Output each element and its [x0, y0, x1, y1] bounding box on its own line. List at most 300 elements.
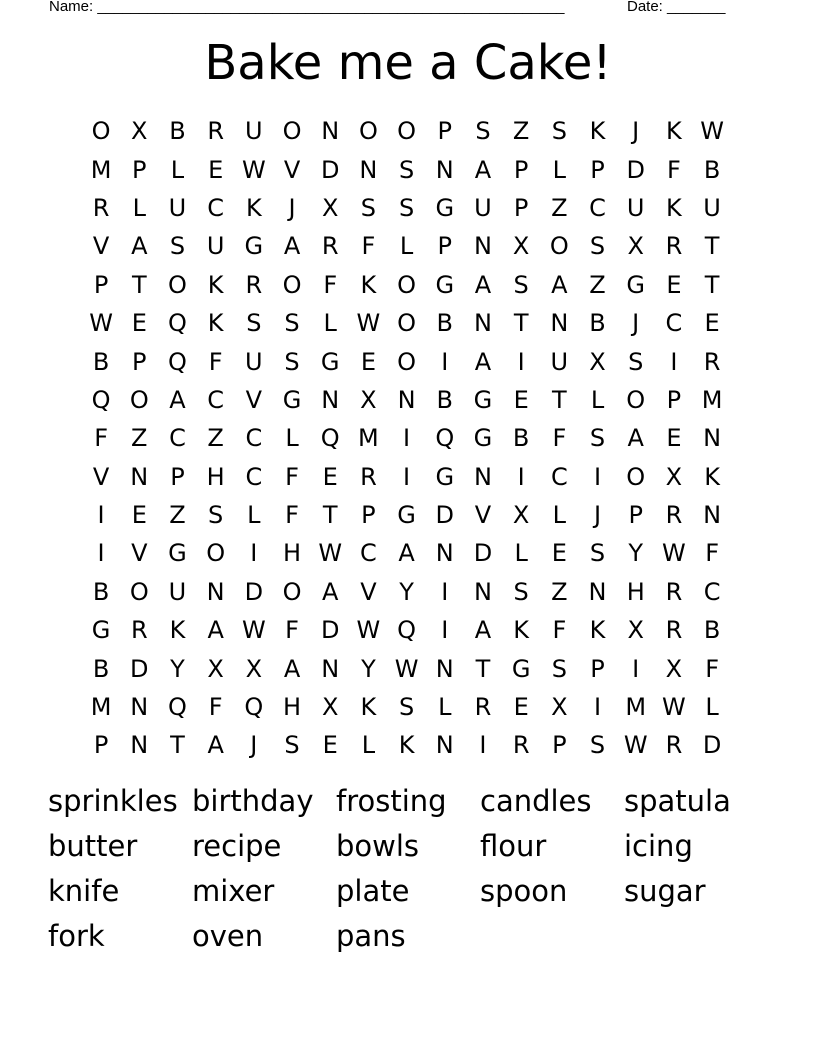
grid-letter: W	[241, 616, 266, 645]
grid-letter: P	[437, 232, 453, 261]
grid-letter: W	[662, 539, 686, 568]
grid-letter: T	[170, 731, 185, 760]
grid-row	[82, 419, 752, 457]
grid-letter: F	[285, 501, 299, 530]
word-bank-item: sprinkles	[48, 784, 178, 818]
grid-letter: K	[169, 616, 186, 645]
grid-letter: S	[628, 347, 644, 376]
grid-letter: B	[92, 347, 110, 376]
grid-letter: Z	[207, 424, 224, 453]
grid-letter: S	[475, 117, 491, 146]
grid-letter: N	[130, 462, 149, 491]
grid-letter: X	[627, 616, 644, 645]
grid-letter: D	[626, 155, 645, 184]
grid-letter: L	[399, 232, 414, 261]
grid-letter: X	[512, 501, 530, 530]
grid-letter: P	[513, 155, 529, 184]
grid-letter: X	[321, 193, 339, 222]
grid-letter: Q	[320, 424, 340, 453]
grid-letter: Z	[589, 270, 606, 299]
grid-letter: P	[590, 155, 605, 184]
grid-letter: O	[206, 539, 226, 568]
grid-letter: R	[703, 347, 721, 376]
grid-letter: W	[623, 731, 648, 760]
word-bank-item: pans	[336, 919, 406, 953]
grid-letter: D	[702, 731, 722, 760]
grid-letter: P	[437, 117, 453, 146]
grid-letter: X	[665, 462, 683, 491]
word-bank-item: knife	[48, 874, 120, 908]
grid-row	[82, 726, 752, 764]
grid-letter: T	[552, 385, 567, 414]
grid-letter: P	[590, 654, 605, 683]
grid-letter: Z	[169, 501, 186, 530]
grid-letter: V	[131, 539, 148, 568]
grid-letter: H	[626, 577, 645, 606]
grid-letter: Y	[361, 654, 376, 683]
grid-row	[82, 381, 752, 419]
grid-letter: R	[474, 693, 492, 722]
grid-letter: G	[473, 385, 493, 414]
grid-letter: N	[473, 232, 492, 261]
grid-letter: Q	[435, 424, 455, 453]
grid-row	[82, 227, 752, 265]
grid-letter: S	[589, 232, 606, 261]
grid-letter: I	[441, 616, 449, 645]
grid-letter: P	[552, 731, 567, 760]
grid-letter: S	[169, 232, 186, 261]
grid-letter: P	[628, 501, 643, 530]
grid-letter: R	[665, 577, 683, 606]
grid-letter: U	[168, 577, 187, 606]
grid-letter: W	[89, 309, 113, 338]
grid-letter: B	[92, 577, 110, 606]
grid-letter: K	[207, 270, 224, 299]
grid-letter: B	[703, 616, 721, 645]
grid-letter: G	[397, 501, 416, 530]
grid-letter: C	[207, 385, 225, 414]
grid-letter: L	[361, 731, 376, 760]
grid-letter: G	[626, 270, 646, 299]
grid-letter: N	[435, 731, 454, 760]
word-bank-item: flour	[480, 829, 547, 863]
grid-letter: A	[322, 577, 339, 606]
grid-letter: P	[93, 731, 109, 760]
grid-row	[82, 534, 752, 572]
grid-letter: D	[473, 539, 493, 568]
grid-letter: K	[207, 309, 224, 338]
grid-letter: O	[282, 577, 302, 606]
grid-row	[82, 573, 752, 611]
grid-letter: H	[283, 539, 302, 568]
grid-letter: R	[321, 232, 339, 261]
grid-letter: O	[358, 117, 378, 146]
grid-row	[82, 342, 752, 380]
grid-letter: R	[207, 117, 224, 146]
grid-letter: K	[398, 731, 415, 760]
word-search-grid	[82, 112, 752, 765]
grid-letter: P	[170, 462, 185, 491]
grid-letter: X	[207, 654, 224, 683]
grid-letter: E	[513, 385, 529, 414]
grid-letter: E	[704, 309, 720, 338]
grid-letter: I	[632, 654, 640, 683]
grid-letter: B	[436, 385, 454, 414]
grid-letter: Z	[551, 577, 568, 606]
grid-letter: Q	[168, 693, 187, 722]
grid-letter: U	[168, 193, 187, 222]
grid-letter: S	[284, 309, 300, 338]
date-field: Date: _______	[627, 0, 726, 15]
grid-letter: O	[397, 270, 417, 299]
grid-letter: O	[397, 347, 417, 376]
grid-letter: L	[132, 193, 146, 222]
grid-letter: E	[551, 539, 567, 568]
word-bank-item: birthday	[192, 784, 314, 818]
grid-letter: U	[703, 193, 721, 222]
grid-letter: D	[320, 616, 340, 645]
grid-letter: F	[552, 424, 567, 453]
grid-letter: D	[320, 155, 340, 184]
grid-letter: X	[245, 654, 263, 683]
grid-letter: M	[701, 385, 723, 414]
grid-letter: F	[208, 693, 223, 722]
grid-letter: O	[282, 117, 302, 146]
grid-letter: P	[132, 347, 147, 376]
grid-letter: K	[589, 616, 606, 645]
grid-letter: I	[517, 347, 525, 376]
grid-letter: J	[632, 117, 640, 146]
grid-letter: J	[632, 309, 640, 338]
grid-letter: O	[91, 117, 111, 146]
grid-letter: F	[285, 616, 299, 645]
word-bank-item: plate	[336, 874, 410, 908]
grid-letter: S	[398, 693, 415, 722]
grid-letter: J	[593, 501, 602, 530]
word-bank-item: candles	[480, 784, 592, 818]
grid-letter: F	[361, 232, 376, 261]
grid-letter: B	[703, 155, 721, 184]
grid-letter: F	[323, 270, 338, 299]
grid-letter: R	[92, 193, 110, 222]
grid-row	[82, 649, 752, 687]
grid-letter: S	[246, 309, 262, 338]
grid-letter: P	[93, 270, 109, 299]
grid-letter: W	[356, 309, 381, 338]
grid-letter: C	[703, 577, 721, 606]
grid-letter: V	[474, 501, 492, 530]
grid-letter: R	[665, 731, 683, 760]
word-bank-item: recipe	[192, 829, 282, 863]
grid-row	[82, 496, 752, 534]
grid-letter: R	[245, 270, 263, 299]
grid-letter: A	[283, 654, 301, 683]
grid-letter: N	[473, 577, 492, 606]
grid-letter: I	[593, 462, 602, 491]
grid-letter: E	[208, 155, 224, 184]
grid-letter: Y	[399, 577, 414, 606]
grid-letter: N	[703, 424, 722, 453]
grid-letter: I	[593, 693, 602, 722]
grid-letter: L	[552, 501, 567, 530]
grid-letter: G	[168, 539, 187, 568]
grid-letter: E	[322, 462, 338, 491]
grid-letter: S	[513, 577, 529, 606]
grid-letter: T	[704, 232, 720, 261]
grid-letter: K	[589, 117, 606, 146]
grid-letter: S	[398, 193, 415, 222]
grid-letter: Y	[628, 539, 644, 568]
grid-letter: N	[473, 462, 492, 491]
word-bank-item: frosting	[336, 784, 447, 818]
grid-letter: L	[514, 539, 528, 568]
grid-letter: S	[284, 731, 300, 760]
grid-letter: X	[627, 232, 644, 261]
grid-letter: S	[513, 270, 529, 299]
grid-letter: I	[441, 347, 449, 376]
grid-letter: N	[206, 577, 225, 606]
grid-letter: U	[474, 193, 492, 222]
grid-letter: R	[665, 501, 683, 530]
grid-letter: O	[282, 270, 302, 299]
grid-letter: O	[397, 117, 417, 146]
word-bank-item: spoon	[480, 874, 568, 908]
word-bank-item: oven	[192, 919, 264, 953]
grid-row	[82, 266, 752, 304]
grid-letter: B	[92, 654, 110, 683]
grid-letter: A	[474, 155, 492, 184]
word-bank-item: mixer	[192, 874, 275, 908]
grid-letter: B	[512, 424, 530, 453]
grid-letter: V	[92, 232, 110, 261]
grid-letter: A	[398, 539, 415, 568]
grid-letter: K	[513, 616, 530, 645]
grid-letter: V	[245, 385, 263, 414]
grid-letter: R	[665, 232, 683, 261]
word-bank-item: butter	[48, 829, 138, 863]
word-bank-item: bowls	[336, 829, 420, 863]
grid-letter: A	[283, 232, 301, 261]
grid-letter: L	[590, 385, 605, 414]
grid-row	[82, 458, 752, 496]
grid-letter: M	[90, 155, 112, 184]
grid-letter: L	[552, 155, 567, 184]
grid-letter: M	[625, 693, 647, 722]
grid-letter: D	[244, 577, 264, 606]
grid-letter: U	[550, 347, 569, 376]
grid-letter: T	[475, 654, 491, 683]
grid-row	[82, 304, 752, 342]
grid-letter: S	[398, 155, 415, 184]
grid-letter: N	[703, 501, 722, 530]
grid-letter: X	[512, 232, 530, 261]
grid-letter: T	[513, 309, 529, 338]
grid-letter: I	[97, 501, 105, 530]
grid-letter: A	[627, 424, 644, 453]
grid-letter: C	[207, 193, 225, 222]
word-bank-item: sugar	[624, 874, 706, 908]
grid-letter: S	[551, 117, 567, 146]
grid-letter: L	[438, 693, 452, 722]
grid-letter: L	[323, 309, 337, 338]
grid-letter: N	[321, 385, 340, 414]
grid-letter: N	[588, 577, 607, 606]
grid-letter: V	[92, 462, 110, 491]
grid-letter: R	[360, 462, 377, 491]
grid-letter: Q	[168, 347, 187, 376]
grid-letter: U	[206, 232, 225, 261]
grid-row	[82, 688, 752, 726]
grid-letter: H	[206, 462, 225, 491]
grid-letter: N	[435, 654, 454, 683]
grid-letter: A	[207, 616, 224, 645]
grid-letter: N	[435, 539, 454, 568]
grid-letter: N	[321, 654, 340, 683]
grid-letter: F	[705, 654, 719, 683]
grid-letter: F	[208, 347, 223, 376]
grid-letter: N	[130, 731, 149, 760]
grid-letter: I	[517, 462, 525, 491]
word-bank-item: fork	[48, 919, 105, 953]
grid-letter: K	[704, 462, 720, 491]
grid-letter: G	[320, 347, 340, 376]
grid-letter: O	[129, 385, 149, 414]
grid-letter: D	[130, 654, 149, 683]
grid-letter: Z	[131, 424, 148, 453]
grid-letter: S	[208, 501, 224, 530]
grid-letter: A	[474, 270, 492, 299]
grid-letter: G	[435, 462, 455, 491]
grid-letter: G	[435, 193, 455, 222]
grid-letter: T	[704, 270, 720, 299]
grid-letter: N	[397, 385, 416, 414]
grid-letter: W	[318, 539, 343, 568]
grid-letter: S	[589, 539, 606, 568]
grid-letter: E	[131, 501, 147, 530]
grid-letter: I	[670, 347, 678, 376]
grid-letter: C	[169, 424, 186, 453]
grid-row	[82, 112, 752, 150]
grid-letter: I	[97, 539, 105, 568]
grid-letter: W	[241, 155, 266, 184]
grid-letter: O	[168, 270, 187, 299]
grid-letter: R	[512, 731, 530, 760]
grid-letter: O	[626, 385, 646, 414]
grid-letter: V	[283, 155, 301, 184]
grid-letter: G	[511, 654, 531, 683]
grid-row	[82, 150, 752, 188]
grid-letter: E	[131, 309, 147, 338]
grid-letter: T	[131, 270, 147, 299]
name-field: Name: ________________________________________________________	[49, 0, 565, 15]
grid-letter: C	[360, 539, 377, 568]
grid-letter: L	[170, 155, 185, 184]
grid-letter: F	[552, 616, 567, 645]
grid-letter: X	[665, 654, 683, 683]
grid-letter: B	[436, 309, 454, 338]
grid-letter: Q	[168, 309, 187, 338]
grid-letter: N	[473, 309, 492, 338]
grid-letter: G	[473, 424, 493, 453]
grid-letter: F	[285, 462, 299, 491]
grid-letter: C	[245, 424, 263, 453]
grid-letter: P	[361, 501, 376, 530]
grid-letter: K	[666, 117, 682, 146]
grid-letter: A	[551, 270, 568, 299]
grid-letter: S	[284, 347, 300, 376]
grid-letter: E	[513, 693, 529, 722]
grid-letter: M	[358, 424, 379, 453]
grid-letter: M	[90, 693, 112, 722]
grid-letter: L	[705, 693, 719, 722]
grid-letter: P	[132, 155, 147, 184]
grid-letter: N	[359, 155, 378, 184]
grid-letter: K	[360, 270, 377, 299]
grid-letter: Q	[397, 616, 417, 645]
grid-letter: G	[435, 270, 455, 299]
grid-letter: K	[360, 693, 377, 722]
grid-letter: N	[321, 117, 340, 146]
grid-letter: I	[250, 539, 258, 568]
grid-letter: E	[322, 731, 338, 760]
word-bank-item: spatula	[624, 784, 731, 818]
grid-letter: B	[169, 117, 186, 146]
grid-letter: E	[360, 347, 376, 376]
grid-letter: I	[403, 462, 411, 491]
grid-letter: X	[551, 693, 568, 722]
grid-letter: H	[283, 693, 302, 722]
grid-letter: N	[130, 693, 149, 722]
grid-letter: R	[130, 616, 148, 645]
grid-letter: P	[513, 193, 529, 222]
grid-letter: F	[94, 424, 108, 453]
grid-letter: A	[474, 616, 492, 645]
grid-letter: E	[666, 270, 682, 299]
grid-letter: I	[441, 577, 449, 606]
grid-letter: K	[666, 193, 682, 222]
grid-letter: C	[589, 193, 606, 222]
grid-letter: A	[474, 347, 492, 376]
grid-letter: F	[667, 155, 681, 184]
grid-letter: A	[207, 731, 224, 760]
grid-letter: Y	[170, 654, 185, 683]
grid-letter: O	[129, 577, 149, 606]
grid-letter: D	[435, 501, 455, 530]
grid-letter: Z	[512, 117, 530, 146]
grid-letter: L	[285, 424, 299, 453]
grid-letter: J	[288, 193, 296, 222]
word-bank	[48, 780, 788, 960]
grid-row	[82, 611, 752, 649]
grid-letter: G	[282, 385, 302, 414]
page-title: Bake me a Cake!	[204, 35, 612, 91]
grid-letter: E	[666, 424, 682, 453]
grid-letter: S	[589, 424, 606, 453]
grid-letter: W	[394, 654, 419, 683]
grid-letter: W	[662, 693, 686, 722]
grid-letter: L	[247, 501, 261, 530]
grid-letter: O	[626, 462, 646, 491]
grid-letter: U	[626, 193, 645, 222]
grid-letter: X	[360, 385, 377, 414]
grid-letter: C	[665, 309, 683, 338]
grid-letter: U	[245, 347, 263, 376]
grid-letter: J	[250, 731, 258, 760]
grid-letter: P	[666, 385, 682, 414]
grid-letter: I	[403, 424, 411, 453]
grid-letter: R	[665, 616, 683, 645]
grid-letter: Q	[91, 385, 111, 414]
